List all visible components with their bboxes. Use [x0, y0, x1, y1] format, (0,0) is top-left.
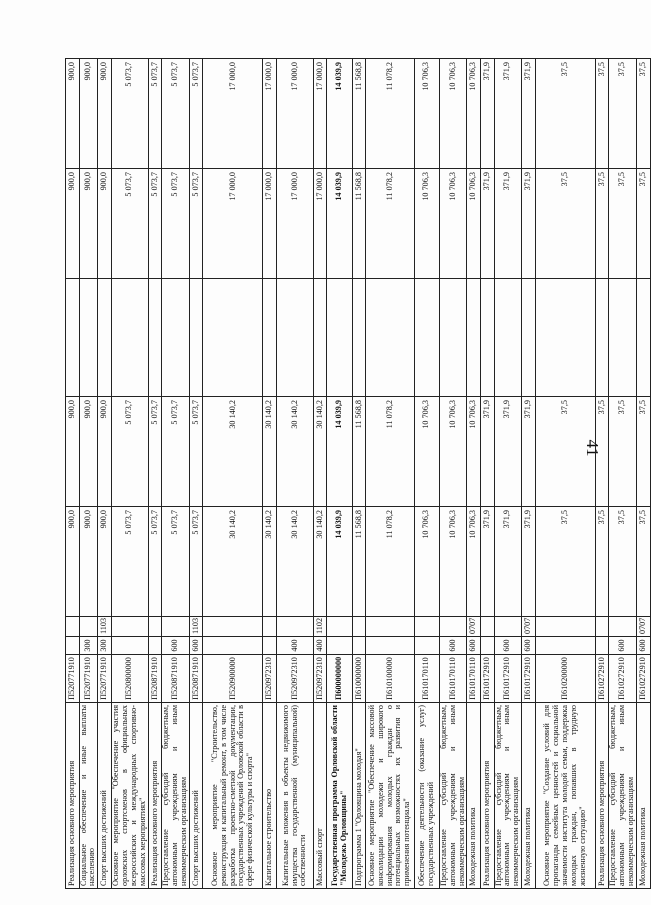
row-name-cell: Капитальное строительство — [263, 703, 277, 889]
row-name-cell: Социальное обеспечение и иные выплаты населению — [79, 703, 98, 889]
section-code-cell — [66, 617, 80, 637]
amount-cell-5: 371,9 — [480, 59, 494, 169]
row-name-cell: Молодежная политика — [636, 703, 650, 889]
expense-type-cell — [535, 637, 595, 655]
amount-cell-1: 5 073,7 — [111, 507, 148, 617]
amount-cell-3 — [352, 279, 366, 397]
row-name-cell: Основное мероприятие "Создание условий для пропаганды семейных ценностей и социальной значимости института молодой семьи, поддержка молодых граждан, попавших в трудную жизненную ситуацию" — [535, 703, 595, 889]
amount-cell-4: 5 073,7 — [189, 169, 203, 279]
section-code-cell — [414, 617, 439, 637]
amount-cell-1: 37,5 — [609, 507, 637, 617]
target-code-cell: П520871910 — [148, 655, 162, 703]
amount-cell-1: 5 073,7 — [189, 507, 203, 617]
section-code-cell — [480, 617, 494, 637]
amount-cell-4: 14 039,9 — [327, 169, 352, 279]
table-row — [636, 59, 650, 889]
amount-cell-2: 37,5 — [535, 397, 595, 507]
amount-cell-4: 37,5 — [636, 169, 650, 279]
table-row — [313, 59, 327, 889]
section-code-cell — [111, 617, 148, 637]
table-row — [535, 59, 595, 889]
expense-type-cell — [414, 637, 439, 655]
amount-cell-4: 37,5 — [595, 169, 609, 279]
row-name-cell: Реализация основного мероприятия — [595, 703, 609, 889]
section-code-cell: 1103 — [98, 617, 112, 637]
page-number: 41 — [583, 439, 602, 457]
amount-cell-4: 17 000,0 — [263, 169, 277, 279]
amount-cell-5: 900,0 — [98, 59, 112, 169]
section-code-cell — [595, 617, 609, 637]
amount-cell-1: 11 568,8 — [352, 507, 366, 617]
amount-cell-3 — [467, 279, 481, 397]
table-row — [327, 59, 352, 889]
row-name-cell: Предоставление субсидий бюджетным, автономным учреждениям и иным некоммерческим организациям — [609, 703, 637, 889]
table-row — [189, 59, 203, 889]
section-code-cell — [148, 617, 162, 637]
amount-cell-4: 17 000,0 — [203, 169, 263, 279]
row-name-cell: Предоставление субсидий бюджетным, автономным учреждениям и иным некоммерческим организациям — [162, 703, 190, 889]
table-row — [494, 59, 522, 889]
amount-cell-3 — [595, 279, 609, 397]
row-name-cell: Спорт высших достижений — [189, 703, 203, 889]
row-name-cell: Реализация основного мероприятия — [148, 703, 162, 889]
amount-cell-5: 37,5 — [609, 59, 637, 169]
amount-cell-3 — [535, 279, 595, 397]
amount-cell-3 — [327, 279, 352, 397]
row-name-cell: Массовый спорт — [313, 703, 327, 889]
amount-cell-2: 11 568,8 — [352, 397, 366, 507]
amount-cell-2: 371,9 — [522, 397, 536, 507]
amount-cell-4: 5 073,7 — [162, 169, 190, 279]
table-row — [111, 59, 148, 889]
target-code-cell: П610100000 — [366, 655, 414, 703]
expense-type-cell — [595, 637, 609, 655]
section-code-cell — [327, 617, 352, 637]
expense-type-cell: 400 — [313, 637, 327, 655]
table-row — [79, 59, 98, 889]
section-code-cell: 0707 — [467, 617, 481, 637]
amount-cell-5: 17 000,0 — [277, 59, 314, 169]
target-code-cell: П520771910 — [66, 655, 80, 703]
expense-type-cell: 600 — [609, 637, 637, 655]
table-row — [467, 59, 481, 889]
table-row — [609, 59, 637, 889]
amount-cell-2: 37,5 — [636, 397, 650, 507]
amount-cell-4: 17 000,0 — [313, 169, 327, 279]
section-code-cell — [439, 617, 467, 637]
expense-type-cell — [352, 637, 366, 655]
amount-cell-5: 5 073,7 — [189, 59, 203, 169]
amount-cell-3 — [439, 279, 467, 397]
amount-cell-5: 900,0 — [79, 59, 98, 169]
amount-cell-4: 371,9 — [522, 169, 536, 279]
amount-cell-5: 17 000,0 — [263, 59, 277, 169]
amount-cell-1: 10 706,3 — [467, 507, 481, 617]
table-row — [66, 59, 80, 889]
table-row — [595, 59, 609, 889]
amount-cell-1: 371,9 — [480, 507, 494, 617]
amount-cell-2: 5 073,7 — [111, 397, 148, 507]
amount-cell-2: 30 140,2 — [313, 397, 327, 507]
amount-cell-4: 11 568,8 — [352, 169, 366, 279]
table-row — [162, 59, 190, 889]
amount-cell-1: 10 706,3 — [414, 507, 439, 617]
amount-cell-1: 37,5 — [535, 507, 595, 617]
amount-cell-5: 11 568,8 — [352, 59, 366, 169]
row-name-cell: Основное мероприятие "Обеспечение участия орловских спортсменов в официальных всероссийских и международных спортивно-массовых мероприятиях" — [111, 703, 148, 889]
section-code-cell — [352, 617, 366, 637]
target-code-cell: П610172910 — [494, 655, 522, 703]
amount-cell-1: 30 140,2 — [203, 507, 263, 617]
amount-cell-5: 10 706,3 — [414, 59, 439, 169]
amount-cell-4: 11 078,2 — [366, 169, 414, 279]
amount-cell-2: 30 140,2 — [277, 397, 314, 507]
target-code-cell: П610172910 — [522, 655, 536, 703]
table-row — [414, 59, 439, 889]
amount-cell-3 — [609, 279, 637, 397]
amount-cell-5: 5 073,7 — [148, 59, 162, 169]
row-name-cell: Подпрограмма 1 "Орловщина молодая" — [352, 703, 366, 889]
amount-cell-1: 11 078,2 — [366, 507, 414, 617]
amount-cell-5: 900,0 — [66, 59, 80, 169]
amount-cell-4: 5 073,7 — [148, 169, 162, 279]
amount-cell-2: 900,0 — [98, 397, 112, 507]
section-code-cell — [203, 617, 263, 637]
table-row — [439, 59, 467, 889]
amount-cell-3 — [263, 279, 277, 397]
section-code-cell: 1103 — [189, 617, 203, 637]
row-name-cell: Капитальные вложения в объекты недвижимого имущества государственной (муниципальной) собственности — [277, 703, 314, 889]
target-code-cell: П610272910 — [609, 655, 637, 703]
amount-cell-1: 900,0 — [66, 507, 80, 617]
target-code-cell: П520900000 — [203, 655, 263, 703]
expense-type-cell: 600 — [439, 637, 467, 655]
amount-cell-5: 10 706,3 — [467, 59, 481, 169]
amount-cell-3 — [79, 279, 98, 397]
section-code-cell — [162, 617, 190, 637]
amount-cell-2: 10 706,3 — [414, 397, 439, 507]
table-row — [263, 59, 277, 889]
target-code-cell: П610000000 — [352, 655, 366, 703]
target-code-cell: П610272910 — [595, 655, 609, 703]
row-name-cell: Молодежная политика — [467, 703, 481, 889]
section-code-cell — [535, 617, 595, 637]
amount-cell-2: 37,5 — [595, 397, 609, 507]
expense-type-cell: 600 — [162, 637, 190, 655]
amount-cell-5: 11 078,2 — [366, 59, 414, 169]
amount-cell-5: 17 000,0 — [203, 59, 263, 169]
expense-type-cell: 600 — [636, 637, 650, 655]
expense-type-cell: 600 — [189, 637, 203, 655]
target-code-cell: П600000000 — [327, 655, 352, 703]
amount-cell-3 — [414, 279, 439, 397]
amount-cell-2: 5 073,7 — [189, 397, 203, 507]
amount-cell-1: 30 140,2 — [313, 507, 327, 617]
amount-cell-4: 10 706,3 — [439, 169, 467, 279]
section-code-cell — [263, 617, 277, 637]
row-name-cell: Предоставление субсидий бюджетным, автономным учреждениям и иным некоммерческим организациям — [439, 703, 467, 889]
table-row — [277, 59, 314, 889]
amount-cell-5: 17 000,0 — [313, 59, 327, 169]
amount-cell-3 — [148, 279, 162, 397]
target-code-cell: П610170110 — [467, 655, 481, 703]
expense-type-cell: 600 — [522, 637, 536, 655]
section-code-cell — [366, 617, 414, 637]
budget-table — [65, 58, 651, 889]
row-name-cell: Реализация основного мероприятия — [66, 703, 80, 889]
amount-cell-4: 371,9 — [494, 169, 522, 279]
section-code-cell — [494, 617, 522, 637]
table-row — [98, 59, 112, 889]
target-code-cell: П520871910 — [162, 655, 190, 703]
amount-cell-2: 14 039,9 — [327, 397, 352, 507]
amount-cell-4: 17 000,0 — [277, 169, 314, 279]
amount-cell-1: 30 140,2 — [277, 507, 314, 617]
table-row — [148, 59, 162, 889]
amount-cell-3 — [111, 279, 148, 397]
amount-cell-4: 10 706,3 — [414, 169, 439, 279]
amount-cell-1: 10 706,3 — [439, 507, 467, 617]
section-code-cell — [609, 617, 637, 637]
amount-cell-4: 37,5 — [609, 169, 637, 279]
amount-cell-1: 30 140,2 — [263, 507, 277, 617]
section-code-cell: 0707 — [522, 617, 536, 637]
amount-cell-5: 37,5 — [595, 59, 609, 169]
section-code-cell — [79, 617, 98, 637]
amount-cell-2: 10 706,3 — [439, 397, 467, 507]
section-code-cell — [277, 617, 314, 637]
amount-cell-2: 10 706,3 — [467, 397, 481, 507]
target-code-cell: П610170110 — [414, 655, 439, 703]
amount-cell-2: 900,0 — [66, 397, 80, 507]
amount-cell-3 — [522, 279, 536, 397]
amount-cell-1: 5 073,7 — [162, 507, 190, 617]
amount-cell-3 — [636, 279, 650, 397]
row-name-cell: Реализация основного мероприятия — [480, 703, 494, 889]
expense-type-cell — [203, 637, 263, 655]
amount-cell-4: 900,0 — [98, 169, 112, 279]
table-row — [522, 59, 536, 889]
row-name-cell: Обеспечение деятельности (оказание услуг) государственных учреждений — [414, 703, 439, 889]
amount-cell-5: 37,5 — [636, 59, 650, 169]
amount-cell-2: 30 140,2 — [203, 397, 263, 507]
row-name-cell: Предоставление субсидий бюджетным, автономным учреждениям и иным некоммерческим организациям — [494, 703, 522, 889]
amount-cell-4: 10 706,3 — [467, 169, 481, 279]
amount-cell-2: 371,9 — [494, 397, 522, 507]
amount-cell-3 — [203, 279, 263, 397]
table-row — [480, 59, 494, 889]
amount-cell-1: 371,9 — [522, 507, 536, 617]
amount-cell-2: 371,9 — [480, 397, 494, 507]
row-name-cell: Основное мероприятие "Строительство, реконструкция и капитальный ремонт, в том числе разработка проектно-сметной документации, государственных учреждений Орловской области в сфере физической культуры и спорта" — [203, 703, 263, 889]
amount-cell-3 — [480, 279, 494, 397]
amount-cell-5: 14 039,9 — [327, 59, 352, 169]
target-code-cell: П520771910 — [79, 655, 98, 703]
amount-cell-2: 900,0 — [79, 397, 98, 507]
expense-type-cell — [66, 637, 80, 655]
amount-cell-1: 900,0 — [98, 507, 112, 617]
amount-cell-3 — [494, 279, 522, 397]
amount-cell-2: 5 073,7 — [148, 397, 162, 507]
section-code-cell: 0707 — [636, 617, 650, 637]
expense-type-cell — [480, 637, 494, 655]
amount-cell-3 — [189, 279, 203, 397]
target-code-cell: П520972310 — [263, 655, 277, 703]
row-name-cell: Спорт высших достижений — [98, 703, 112, 889]
amount-cell-1: 37,5 — [636, 507, 650, 617]
amount-cell-5: 37,5 — [535, 59, 595, 169]
target-code-cell: П520800000 — [111, 655, 148, 703]
amount-cell-3 — [98, 279, 112, 397]
target-code-cell: П610170110 — [439, 655, 467, 703]
target-code-cell: П520972310 — [313, 655, 327, 703]
amount-cell-4: 900,0 — [66, 169, 80, 279]
expense-type-cell: 400 — [277, 637, 314, 655]
row-name-cell: Молодежная политика — [522, 703, 536, 889]
table-row — [203, 59, 263, 889]
target-code-cell: П520871910 — [189, 655, 203, 703]
amount-cell-1: 900,0 — [79, 507, 98, 617]
target-code-cell: П610200000 — [535, 655, 595, 703]
expense-type-cell: 600 — [494, 637, 522, 655]
amount-cell-5: 5 073,7 — [162, 59, 190, 169]
amount-cell-2: 5 073,7 — [162, 397, 190, 507]
target-code-cell: П610272910 — [636, 655, 650, 703]
amount-cell-5: 371,9 — [494, 59, 522, 169]
expense-type-cell — [111, 637, 148, 655]
amount-cell-1: 37,5 — [595, 507, 609, 617]
budget-table-body — [66, 59, 651, 889]
expense-type-cell — [327, 637, 352, 655]
table-row — [366, 59, 414, 889]
amount-cell-4: 37,5 — [535, 169, 595, 279]
amount-cell-4: 900,0 — [79, 169, 98, 279]
amount-cell-4: 5 073,7 — [111, 169, 148, 279]
row-name-cell: Основное мероприятие "Обеспечение массовой консолидации молодежи и широкого информирования молодых граждан о потенциальных возможностях их развития и применения потенциала" — [366, 703, 414, 889]
amount-cell-2: 11 078,2 — [366, 397, 414, 507]
expense-type-cell: 300 — [98, 637, 112, 655]
amount-cell-1: 371,9 — [494, 507, 522, 617]
target-code-cell: П610172910 — [480, 655, 494, 703]
amount-cell-5: 371,9 — [522, 59, 536, 169]
amount-cell-3 — [162, 279, 190, 397]
expense-type-cell — [148, 637, 162, 655]
amount-cell-5: 5 073,7 — [111, 59, 148, 169]
amount-cell-1: 5 073,7 — [148, 507, 162, 617]
amount-cell-2: 30 140,2 — [263, 397, 277, 507]
row-name-cell: Государственная программа Орловской области "Молодежь Орловщины" — [327, 703, 352, 889]
amount-cell-3 — [366, 279, 414, 397]
expense-type-cell: 600 — [467, 637, 481, 655]
target-code-cell: П520771910 — [98, 655, 112, 703]
amount-cell-5: 10 706,3 — [439, 59, 467, 169]
expense-type-cell — [263, 637, 277, 655]
amount-cell-1: 14 039,9 — [327, 507, 352, 617]
amount-cell-2: 37,5 — [609, 397, 637, 507]
expense-type-cell — [366, 637, 414, 655]
table-row — [352, 59, 366, 889]
amount-cell-3 — [277, 279, 314, 397]
expense-type-cell: 300 — [79, 637, 98, 655]
section-code-cell: 1102 — [313, 617, 327, 637]
amount-cell-4: 371,9 — [480, 169, 494, 279]
target-code-cell: П520972310 — [277, 655, 314, 703]
amount-cell-3 — [66, 279, 80, 397]
amount-cell-3 — [313, 279, 327, 397]
